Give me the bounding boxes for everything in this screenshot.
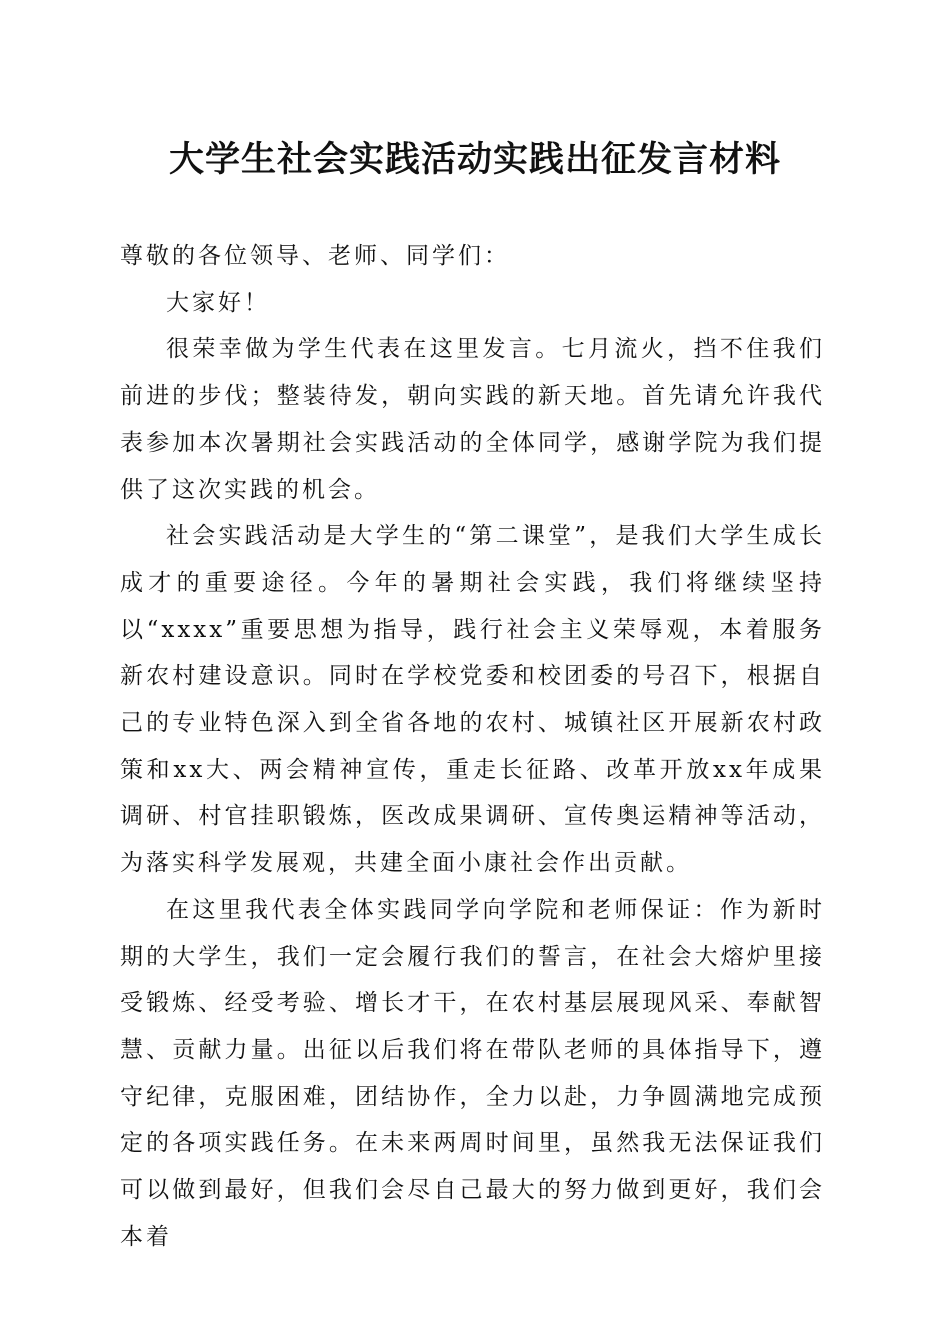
salutation: 尊敬的各位领导、老师、同学们： [120, 243, 510, 269]
paragraph-1: 很荣幸做为学生代表在这里发言。七月流火，挡不住我们前进的步伐；整装待发，朝向实践的新天地。首先请允许我代表参加本次暑期社会实践活动的全体同学，感谢学院为我们提供了这次实践的机会。 [120, 336, 825, 503]
paragraph-2: 社会实践活动是大学生的“第二课堂”，是我们大学生成长成才的重要途径。今年的暑期社会实践，我们将继续坚持以“xxxx”重要思想为指导，践行社会主义荣辱观，本着服务新农村建设意识。同时在学校党委和校团委的号召下，根据自己的专业特色深入到全省各地的农村、城镇社区开展新农村政策和xx大、两会精神宣传，重走长征路、改革开放xx年成果调研、村官挂职锻炼，医改成果调研、宣传奥运精神等活动，为落实科学发展观，共建全面小康社会作出贡献。 [120, 523, 825, 877]
greeting: 大家好！ [166, 289, 270, 316]
document-body [120, 233, 825, 1260]
paragraph-3: 在这里我代表全体实践同学向学院和老师保证：作为新时期的大学生，我们一定会履行我们的誓言，在社会大熔炉里接受锻炼、经受考验、增长才干，在农村基层展现风采、奉献智慧、贡献力量。出征以后我们将在带队老师的具体指导下，遵守纪律，克服困难，团结协作，全力以赴，力争圆满地完成预定的各项实践任务。在未来两周时间里，虽然我无法保证我们可以做到最好，但我们会尽自己最大的努力做到更好，我们会本着 [120, 896, 825, 1250]
document-title: 大学生社会实践活动实践出征发言材料 [168, 139, 781, 180]
